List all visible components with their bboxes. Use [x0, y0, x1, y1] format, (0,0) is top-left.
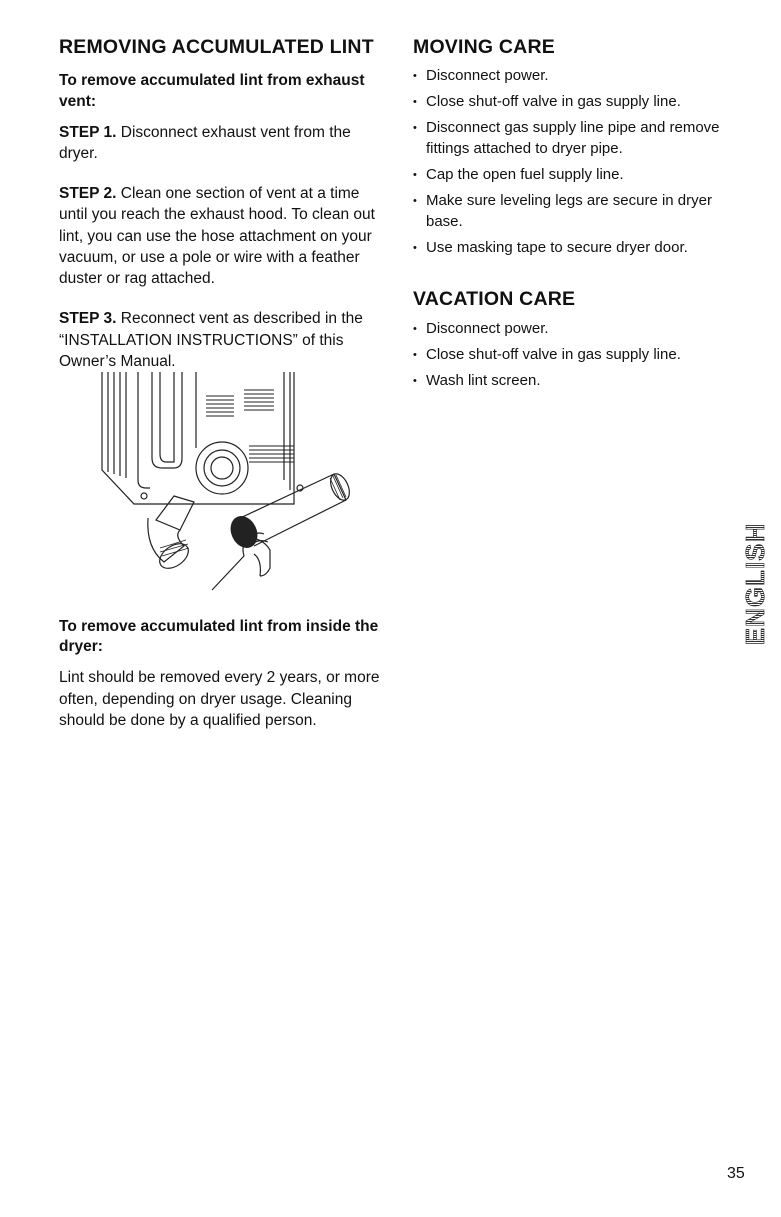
step-2-text: Clean one section of vent at a time until you reach the exhaust hood. To clean out lint, you can use the hose attachment on your vacuum, or use a pole or wire with a feather duster or rag attached. [59, 185, 375, 288]
inside-dryer-section [59, 617, 389, 750]
right-column [413, 36, 743, 396]
section-title-vacation-care: VACATION CARE [413, 288, 576, 311]
list-item: • Disconnect power. [413, 318, 743, 339]
list-item: • Disconnect gas supply line pipe and remove fittings attached to dryer pipe. [413, 117, 743, 159]
inside-dryer-heading: To remove accumulated lint from inside the dryer: [59, 618, 379, 656]
dryer-exhaust-vent-cleaning-icon [94, 370, 364, 606]
list-item: • Close shut-off valve in gas supply line. [413, 91, 743, 112]
step-2-label: STEP 2. [59, 185, 117, 203]
step-2 [59, 183, 389, 289]
step-1-text: Disconnect exhaust vent from the dryer. [59, 123, 351, 162]
step-1-label: STEP 1. [59, 123, 117, 141]
section-title-moving-care: MOVING CARE [413, 36, 555, 58]
list-item: • Use masking tape to secure dryer door. [413, 237, 743, 258]
step-3-text: Reconnect vent as described in the “INSTALLATION INSTRUCTIONS” of this Owner’s Manual. [59, 310, 363, 370]
list-item: • Make sure leveling legs are secure in dryer base. [413, 190, 743, 232]
exhaust-vent-heading: To remove accumulated lint from exhaust vent: [59, 72, 365, 110]
language-side-tab [740, 496, 770, 672]
dryer-vent-illustration [94, 370, 364, 606]
step-1 [59, 122, 389, 164]
moving-care-list [413, 65, 743, 258]
step-3-label: STEP 3. [59, 310, 117, 328]
step-3 [59, 308, 389, 372]
list-item: • Wash lint screen. [413, 370, 743, 391]
section-title-removing-lint: REMOVING ACCUMULATED LINT [59, 36, 374, 58]
list-item: • Cap the open fuel supply line. [413, 164, 743, 185]
list-item: • Disconnect power. [413, 65, 743, 86]
vacation-care-section [413, 288, 743, 390]
vacation-care-list [413, 318, 743, 391]
list-item: • Close shut-off valve in gas supply line. [413, 344, 743, 365]
inside-dryer-text: Lint should be removed every 2 years, or more often, depending on dryer usage. Cleaning should be done by a qualified person. [59, 669, 380, 729]
side-tab-label: ENGLISH [740, 522, 770, 646]
page-number: 35 [727, 1165, 745, 1182]
left-column [59, 36, 389, 391]
